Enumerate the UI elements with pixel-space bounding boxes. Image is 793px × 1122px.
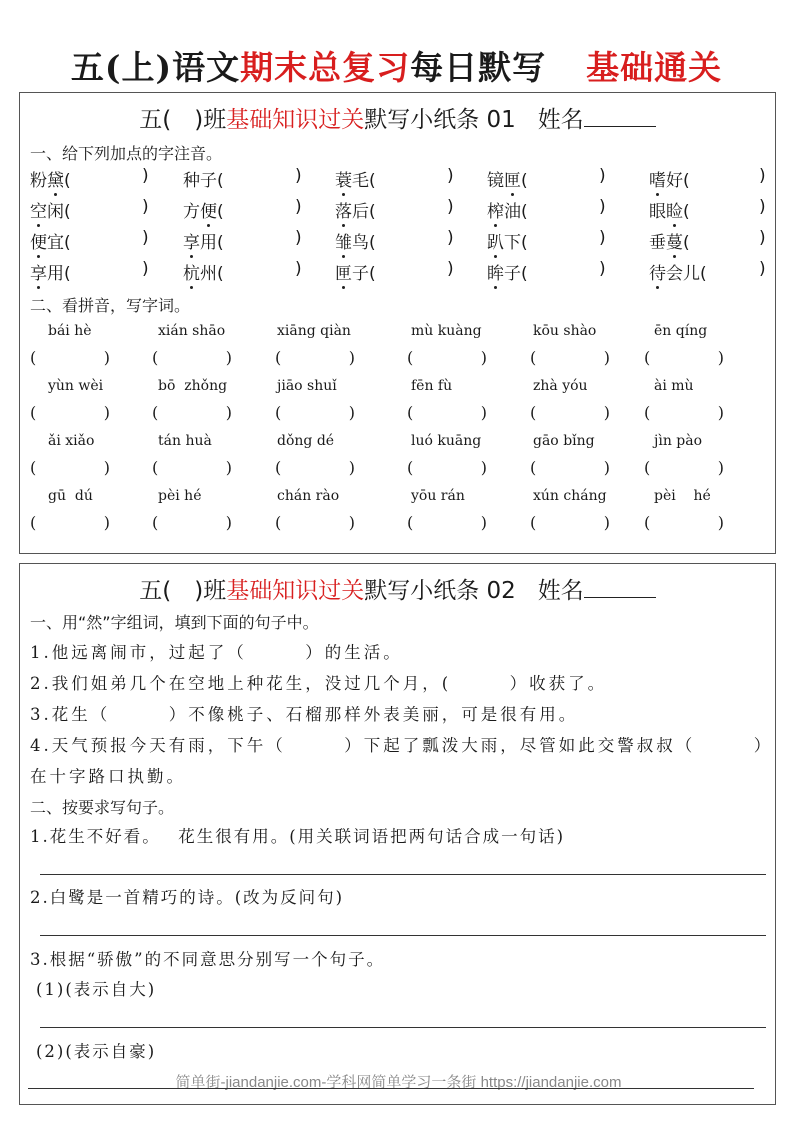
answer-row: ( ) ( ) ( ) ( ) ( ) ( ) — [30, 513, 724, 532]
word-item: 榨油( — [487, 197, 528, 222]
pinyin-label: gū dú — [48, 488, 93, 504]
worksheet-card-02 — [19, 563, 776, 1105]
word-item: 嗜好( — [649, 166, 690, 191]
answer-blank-close: ) — [447, 197, 454, 217]
answer-blank-close: ) — [759, 166, 766, 186]
pinyin-label: xún cháng — [533, 488, 607, 504]
word-item: 匣子( — [335, 259, 376, 284]
open-paren: ( — [521, 264, 528, 284]
word-item: 落后( — [335, 197, 376, 222]
answer-row: ( ) ( ) ( ) ( ) ( ) ( ) — [30, 458, 724, 477]
open-paren: ( — [217, 171, 224, 191]
open-paren: ( — [683, 233, 690, 253]
word-item: 便宜( — [30, 228, 71, 253]
answer-blank-close: ) — [295, 197, 302, 217]
open-paren: ( — [369, 202, 376, 222]
pinyin-label: xiāng qiàn — [277, 323, 351, 339]
word-item: 待会儿( — [649, 259, 707, 284]
title-basic: 基础通关 — [586, 48, 723, 87]
answer-line-3[interactable] — [40, 1027, 766, 1028]
pinyin-label: yùn wèi — [48, 378, 104, 394]
pinyin-label: luó kuāng — [411, 433, 482, 449]
answer-blank-close: ) — [295, 166, 302, 186]
word-item: 种子( — [183, 171, 224, 191]
word-item: 方便( — [183, 197, 224, 222]
question-3: 3.花生（ ）不像桃子、石榴那样外表美丽，可是很有用。 — [30, 705, 579, 724]
pinyin-label: ēn qíng — [654, 323, 708, 339]
open-paren: ( — [521, 202, 528, 222]
open-paren: ( — [700, 264, 707, 284]
answer-line-4[interactable] — [28, 1088, 754, 1089]
pinyin-label: jìn pào — [654, 433, 703, 449]
answer-blank-close: ) — [142, 259, 149, 279]
answer-line-1[interactable] — [40, 874, 766, 875]
section-heading: 二、按要求写句子。 — [30, 798, 175, 817]
sentence-task-3: 3.根据“骄傲”的不同意思分别写一个句子。 — [30, 950, 386, 969]
open-paren: ( — [64, 233, 71, 253]
pinyin-row — [30, 323, 770, 345]
word-row — [30, 228, 770, 256]
answer-blank-close: ) — [295, 259, 302, 279]
section-heading: 二、看拼音，写字词。 — [30, 296, 191, 315]
pinyin-row — [30, 378, 770, 400]
open-paren: ( — [683, 171, 690, 191]
word-item: 享用( — [30, 259, 71, 284]
open-paren: ( — [369, 171, 376, 191]
word-row — [30, 259, 770, 287]
pinyin-label: bái hè — [48, 323, 92, 339]
pinyin-label: mù kuàng — [411, 323, 482, 339]
answer-blank-close: ) — [599, 259, 606, 279]
sentence-task-2: 2.白鹭是一首精巧的诗。(改为反问句) — [30, 888, 345, 907]
word-item: 享用( — [183, 228, 224, 253]
card-title: 五( )班基础知识过关默写小纸条 01 姓名 — [20, 101, 775, 134]
pinyin-row — [30, 433, 770, 455]
word-item: 垂蔓( — [649, 228, 690, 253]
answer-row: ( ) ( ) ( ) ( ) ( ) ( ) — [30, 348, 724, 367]
pinyin-label: ài mù — [654, 378, 694, 394]
word-item: 杭州( — [183, 259, 224, 284]
pinyin-label: kōu shào — [533, 323, 597, 339]
answer-blank-close: ) — [599, 228, 606, 248]
sentence-task-1: 1.花生不好看。 花生很有用。(用关联词语把两句话合成一句话) — [30, 827, 566, 846]
page-title — [0, 42, 793, 89]
answer-blank-close: ) — [759, 228, 766, 248]
name-label: 姓名 — [537, 107, 584, 133]
open-paren: ( — [369, 233, 376, 253]
pinyin-label: bō zhǒng — [158, 378, 228, 394]
question-1: 1.他远离闹市，过起了（ ）的生活。 — [30, 643, 403, 662]
word-row — [30, 197, 770, 225]
pinyin-label: pèi hé — [158, 488, 202, 504]
question-2: 2.我们姐弟几个在空地上种花生，没过几个月，( ）收获了。 — [30, 674, 608, 693]
open-paren: ( — [217, 264, 224, 284]
section-heading: 一、给下列加点的字注音。 — [30, 144, 223, 163]
answer-blank-close: ) — [759, 259, 766, 279]
name-label: 姓名 — [537, 578, 584, 604]
answer-blank-close: ) — [142, 197, 149, 217]
section-heading: 一、用“然”字组词，填到下面的句子中。 — [30, 613, 319, 632]
pinyin-label: tán huà — [158, 433, 212, 449]
word-item: 雏鸟( — [335, 228, 376, 253]
pinyin-label: chán rào — [277, 488, 340, 504]
open-paren: ( — [217, 233, 224, 253]
answer-blank-close: ) — [142, 166, 149, 186]
pinyin-label: yōu rán — [411, 488, 465, 504]
answer-blank-close: ) — [599, 197, 606, 217]
open-paren: ( — [64, 171, 71, 191]
title-grade: 五(上)语文 — [70, 48, 241, 87]
watermark: 简单街-jiandanjie.com-学科网简单学习一条街 https://jiandanjie.com — [175, 1074, 622, 1091]
card-title: 五( )班基础知识过关默写小纸条 02 姓名 — [20, 572, 775, 605]
sentence-task-3a: (1)(表示自大) — [36, 980, 157, 999]
answer-blank-close: ) — [599, 166, 606, 186]
answer-blank-close: ) — [759, 197, 766, 217]
open-paren: ( — [683, 202, 690, 222]
answer-line-2[interactable] — [40, 935, 766, 936]
sentence-task-3b: (2)(表示自豪) — [36, 1042, 157, 1061]
answer-blank-close: ) — [142, 228, 149, 248]
word-item: 镜匣( — [487, 166, 528, 191]
pinyin-label: xián shāo — [158, 323, 226, 339]
title-review: 期末总复习 — [240, 48, 411, 87]
word-item: 眸子( — [487, 259, 528, 284]
answer-blank-close: ) — [447, 259, 454, 279]
open-paren: ( — [217, 202, 224, 222]
pinyin-row — [30, 488, 770, 510]
pinyin-label: dǒng dé — [277, 433, 335, 449]
word-row — [30, 166, 770, 194]
open-paren: ( — [64, 264, 71, 284]
pinyin-label: gāo bǐng — [533, 433, 595, 449]
pinyin-label: jiāo shuǐ — [277, 378, 337, 394]
open-paren: ( — [521, 171, 528, 191]
word-item: 趴下( — [487, 228, 528, 253]
open-paren: ( — [369, 264, 376, 284]
question-4: 4.天气预报今天有雨，下午（ ）下起了瓢泼大雨，尽管如此交警叔叔（ ） — [30, 736, 774, 755]
pinyin-label: fēn fù — [411, 378, 453, 394]
pinyin-label: pèi hé — [654, 488, 711, 504]
word-item: 蓑毛( — [335, 166, 376, 191]
pinyin-label: zhà yóu — [533, 378, 588, 394]
answer-blank-close: ) — [447, 166, 454, 186]
pinyin-label: ǎi xiǎo — [48, 433, 95, 449]
answer-row: ( ) ( ) ( ) ( ) ( ) ( ) — [30, 403, 724, 422]
open-paren: ( — [521, 233, 528, 253]
word-item: 粉黛( — [30, 166, 71, 191]
title-daily: 每日默写 — [410, 48, 547, 87]
name-field[interactable] — [584, 106, 656, 127]
word-item: 眼睑( — [649, 197, 690, 222]
open-paren: ( — [64, 202, 71, 222]
worksheet-card-01 — [19, 92, 776, 554]
word-item: 空闲( — [30, 197, 71, 222]
answer-blank-close: ) — [295, 228, 302, 248]
question-4-cont: 在十字路口执勤。 — [30, 767, 186, 786]
answer-blank-close: ) — [447, 228, 454, 248]
name-field[interactable] — [584, 577, 656, 598]
